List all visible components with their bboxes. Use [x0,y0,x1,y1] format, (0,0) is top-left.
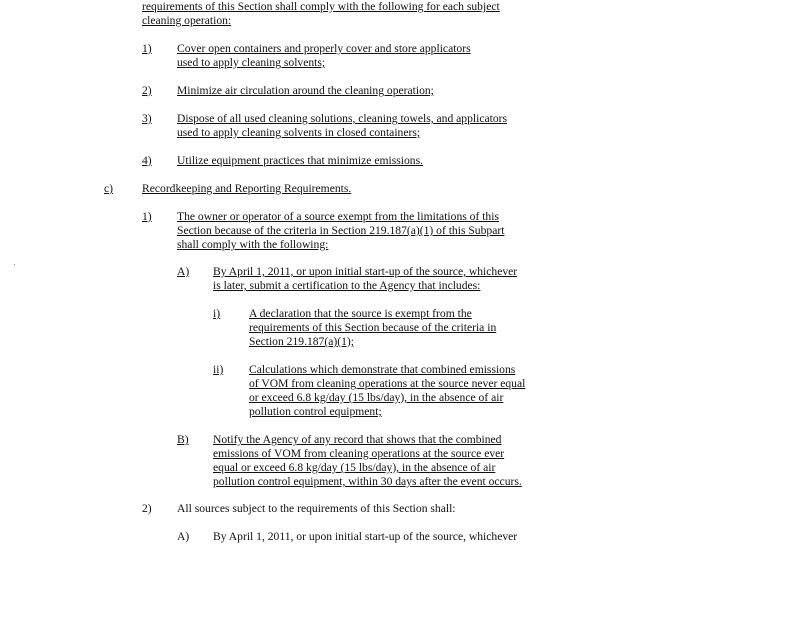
list-item-line: pollution control equipment; [249,405,382,418]
list-marker: A) [177,530,190,543]
list-item-line: of VOM from cleaning operations at the source never equal [249,377,526,390]
list-marker: i) [213,307,221,320]
list-item-line: Section because of the criteria in Section 219.187(a)(1) of this Subpart [177,224,505,237]
list-marker: 1) [142,42,152,55]
list-item-line: used to apply cleaning solvents in closed containers; [177,126,421,139]
list-item-line: A declaration that the source is exempt from the [249,307,472,320]
list-item-line: Notify the Agency of any record that shows that the combined [213,433,502,446]
list-item-line: requirements of this Section because of the criteria in [249,321,497,334]
list-item-line: By April 1, 2011, or upon initial start-up of the source, whichever [213,530,518,543]
intro-line: cleaning operation: [142,14,232,27]
list-marker: B) [177,433,189,446]
list-item-line: Calculations which demonstrate that combined emissions [249,363,516,376]
list-item-line: By April 1, 2011, or upon initial start-up of the source, whichever [213,265,518,278]
list-item-line: Minimize air circulation around the cleaning operation; [177,84,434,97]
list-marker: A) [177,265,190,278]
list-item-line: Utilize equipment practices that minimize emissions. [177,154,423,167]
list-item-line: used to apply cleaning solvents; [177,56,326,69]
list-item-line: Section 219.187(a)(1); [249,335,354,348]
list-item-line: shall comply with the following: [177,238,329,251]
list-marker: 2) [142,502,152,515]
list-item-line: pollution control equipment, within 30 days after the event occurs. [213,475,522,488]
list-item-line: Cover open containers and properly cover and store applicators [177,42,471,55]
section-heading: Recordkeeping and Reporting Requirements. [142,182,352,195]
list-item-line: Dispose of all used cleaning solutions, cleaning towels, and applicators [177,112,508,125]
stray-dot [14,264,15,265]
list-marker: 3) [142,112,152,125]
list-item-line: is later, submit a certification to the Agency that includes: [213,279,481,292]
list-item-line: equal or exceed 6.8 kg/day (15 lbs/day), in the absence of air [213,461,496,474]
intro-line: requirements of this Section shall comply with the following for each subject [142,0,500,13]
list-marker: 4) [142,154,152,167]
list-marker: 1) [142,210,152,223]
list-item-line: emissions of VOM from cleaning operations at the source ever [213,447,505,460]
list-marker: ii) [213,363,224,376]
section-marker: c) [104,182,114,195]
list-item-line: The owner or operator of a source exempt from the limitations of this [177,210,499,223]
list-item-line: All sources subject to the requirements of this Section shall: [177,502,456,515]
list-marker: 2) [142,84,152,97]
list-item-line: or exceed 6.8 kg/day (15 lbs/day), in the absence of air [249,391,504,404]
